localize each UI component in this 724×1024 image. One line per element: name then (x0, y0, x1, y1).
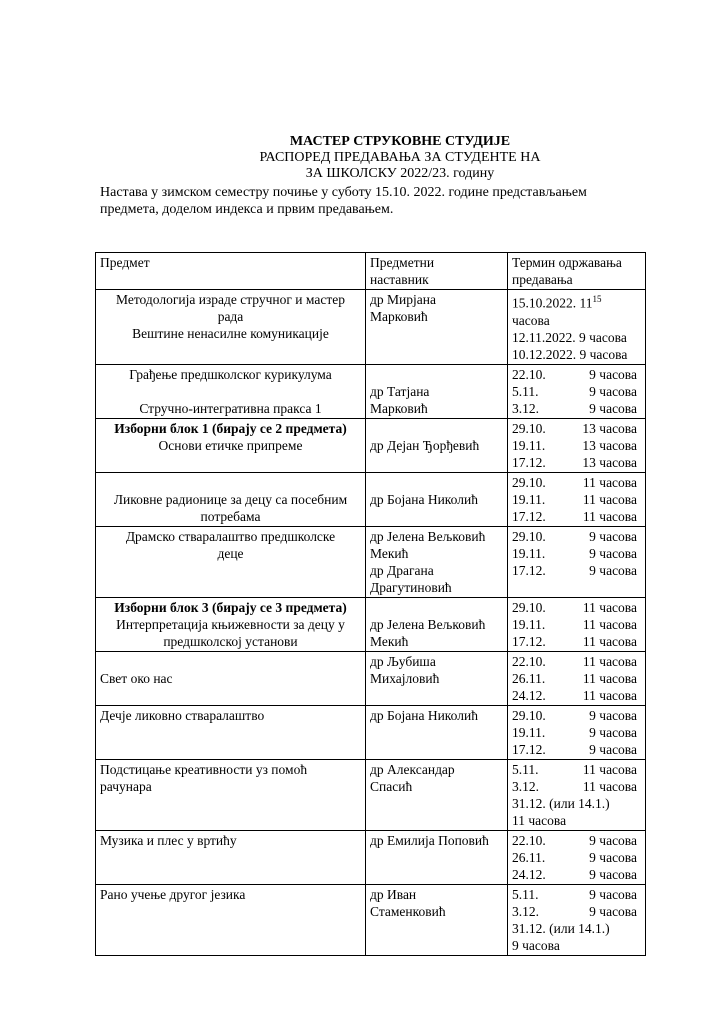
page-subtitle: РАСПОРЕД ПРЕДАВАЊА ЗА СТУДЕНТЕ НА (259, 150, 541, 165)
elective-block-heading: Изборни блок 3 (бирају се 3 предмета) (114, 599, 347, 615)
subject-cell: Музика и плес у вртићу (96, 830, 366, 884)
subject-cell: Рано учење другог језика (96, 884, 366, 955)
term-cell: 15.10.2022. $11^{15}$ часова 12.11.2022. 9 часова 10.12.2022. 9 часова (508, 290, 646, 365)
page-title: МАСТЕР СТРУКОВНЕ СТУДИЈЕ (289, 134, 511, 149)
table-row (96, 705, 646, 759)
subject-cell: Драмско стваралаштво предшколске деце (96, 526, 366, 597)
teacher-cell: др Љубиша Михајловић (366, 651, 508, 705)
term-cell: 22.10. 9 часова 26.11. 9 часова 24.12. 9 часова (508, 830, 646, 884)
teacher-cell: др Иван Стаменковић (366, 884, 508, 955)
term-cell: 22.10. 11 часова 26.11. 11 часова 24.12. 11 часова (508, 651, 646, 705)
term-cell: 22.10. 9 часова 5.11. 9 часова 3.12. 9 часова (508, 364, 646, 418)
term-cell: 29.10. 13 часова 19.11. 13 часова 17.12. 13 часова (508, 418, 646, 472)
column-header-subject: Предмет (96, 253, 366, 290)
teacher-cell: др Мирјана Марковић (366, 290, 508, 365)
term-cell: 29.10. 11 часова 19.11. 11 часова 17.12. 11 часова (508, 597, 646, 651)
teacher-cell: др Татјана Марковић (366, 364, 508, 418)
term-cell: 5.11. 9 часова 3.12. 9 часова 31.12. (или 14.1.) 9 часова (508, 884, 646, 955)
teacher-cell: др Јелена Вељковић Мекић (366, 597, 508, 651)
subject-cell: Методологија израде стручног и мастер рада Вештине ненасилне комуникације (96, 290, 366, 365)
document-header (100, 134, 630, 218)
intro-paragraph: Настава у зимском семестру почиње у суботу 15.10. 2022. године представљањем предмета, доделом индекса и првим предавањем. (100, 185, 587, 217)
term-cell: 29.10. 9 часова 19.11. 9 часова 17.12. 9 часова (508, 526, 646, 597)
subject-cell: Грађење предшколског курикулума Стручно-интегративна пракса 1 (96, 364, 366, 418)
table-row (96, 759, 646, 830)
column-header-term: Термин одржавања предавања (508, 253, 646, 290)
table-row (96, 884, 646, 955)
subject-cell: Изборни блок 1 (бирају се 2 предмета) Основи етичке припреме (96, 418, 366, 472)
table-row (96, 364, 646, 418)
elective-block-heading: Изборни блок 1 (бирају се 2 предмета) (114, 420, 347, 436)
subject-cell: Ликовне радионице за децу са посебним потребама (96, 472, 366, 526)
subject-cell: Дечје ликовно стваралаштво (96, 705, 366, 759)
table-header-row (96, 253, 646, 290)
table-row (96, 651, 646, 705)
term-cell: 29.10. 11 часова 19.11. 11 часова 17.12. 11 часова (508, 472, 646, 526)
subject-cell: Подстицање креативности уз помоћ рачунара (96, 759, 366, 830)
column-header-teacher: Предметни наставник (366, 253, 508, 290)
term-cell: 29.10. 9 часова 19.11. 9 часова 17.12. 9 часова (508, 705, 646, 759)
table-row (96, 472, 646, 526)
teacher-cell: др Емилија Поповић (366, 830, 508, 884)
teacher-cell: др Јелена Вељковић Мекић др Драгана Драгутиновић (366, 526, 508, 597)
term-cell: 5.11. 11 часова 3.12. 11 часова 31.12. (или 14.1.) 11 часова (508, 759, 646, 830)
table-row (96, 418, 646, 472)
teacher-cell: др Александар Спасић (366, 759, 508, 830)
schedule-table (95, 252, 646, 956)
table-row (96, 830, 646, 884)
table-row (96, 597, 646, 651)
teacher-cell: др Дејан Ђорђевић (366, 418, 508, 472)
teacher-cell: др Бојана Николић (366, 472, 508, 526)
table-row (96, 290, 646, 365)
table-row (96, 526, 646, 597)
page-subtitle-year: ЗА ШКОЛСКУ 2022/23. годину (305, 166, 495, 181)
teacher-cell: др Бојана Николић (366, 705, 508, 759)
subject-cell: Свет око нас (96, 651, 366, 705)
subject-cell: Изборни блок 3 (бирају се 3 предмета) Интерпретација књижевности за децу у предшколској установи (96, 597, 366, 651)
